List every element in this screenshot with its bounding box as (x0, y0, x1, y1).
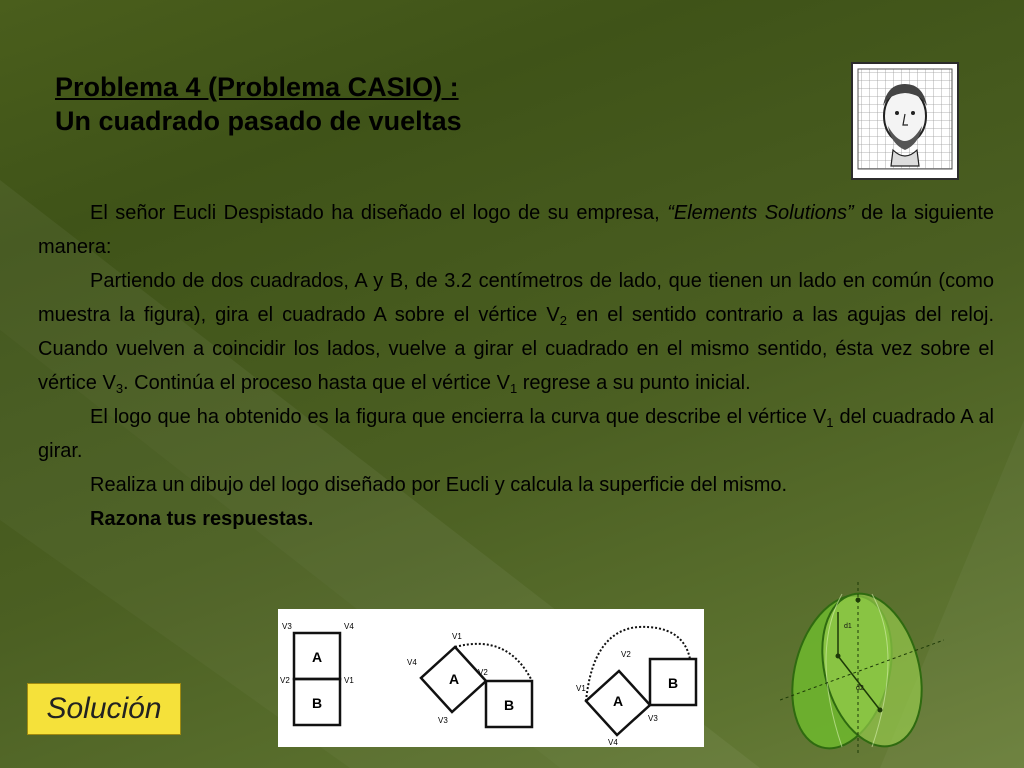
logo-ellipses-diagram (780, 582, 944, 754)
p1-company-name: “Elements Solutions” (667, 202, 854, 224)
label-a-panel-3: A (612, 693, 624, 709)
label-v4-panel-2: V4 (407, 658, 417, 667)
problem-title (55, 70, 462, 138)
p3-text-b: del cuadrado A al girar. (38, 406, 995, 462)
label-v4-panel-1: V4 (344, 622, 354, 631)
label-d1: d1 (844, 623, 852, 630)
label-b-panel-2: B (503, 697, 515, 713)
paragraph-4: Realiza un dibujo del logo diseñado por Eucli y calcula la superficie del mismo. (90, 474, 788, 496)
p1-text-c: de la siguiente manera: (38, 202, 995, 258)
label-a-panel-2: A (448, 671, 460, 687)
solution-button[interactable]: Solución (27, 683, 181, 735)
label-v3-panel-3: V3 (648, 714, 658, 723)
portrait-drawing (853, 64, 957, 178)
paragraph-3 (38, 400, 994, 468)
title-line-1: Problema 4 (Problema CASIO) : (55, 72, 459, 102)
arc-panel-2 (455, 644, 532, 681)
label-v2-panel-2: V2 (478, 668, 488, 677)
paragraph-2 (38, 264, 994, 400)
p2-sub-2: 3 (115, 381, 124, 396)
label-b-panel-3: B (667, 675, 679, 691)
p2-text-a: Partiendo de dos cuadrados, A y B, de 3.2 centímetros de lado, que tienen un lado en común (como muestra la figura), gira el cuadrado A sobre el vértice V (38, 270, 994, 326)
p2-text-d: regrese a su punto inicial. (517, 372, 751, 394)
label-v4-panel-3: V4 (608, 738, 618, 747)
label-v3-panel-1: V3 (282, 622, 292, 631)
squares-rotation-figure (278, 609, 704, 747)
label-d2: d2 (856, 685, 864, 692)
title-line-2: Un cuadrado pasado de vueltas (55, 106, 462, 136)
p2-text-c: . Continúa el proceso hasta que el vértice V (123, 372, 510, 394)
label-b-panel-1: B (311, 695, 323, 711)
label-v2-panel-1: V2 (280, 676, 290, 685)
label-v1-panel-3: V1 (576, 684, 586, 693)
label-a-panel-1: A (311, 649, 323, 665)
p3-sub: 1 (826, 415, 834, 430)
p2-sub-3: 1 (509, 381, 518, 396)
label-v2-panel-3: V2 (621, 650, 631, 659)
p2-sub-1: 2 (559, 313, 567, 328)
label-v3-panel-2: V3 (438, 716, 448, 725)
paragraph-5: Razona tus respuestas. (90, 508, 314, 530)
label-v1-panel-2: V1 (452, 632, 462, 641)
squares-diagram (278, 609, 704, 747)
euclid-portrait-image (851, 62, 959, 180)
p2-text-b: en el sentido contrario a las agujas del reloj. Cuando vuelven a coincidir los lados, vuelve a girar el cuadrado en el mismo sentido, ésta vez sobre el vértice V (38, 304, 994, 394)
p1-text-a: El señor Eucli Despistado ha diseñado el logo de su empresa, (90, 202, 668, 224)
label-v1-panel-1: V1 (344, 676, 354, 685)
paragraph-1 (38, 196, 994, 264)
p3-text-a: El logo que ha obtenido es la figura que encierra la curva que describe el vértice V (90, 406, 827, 428)
problem-statement (38, 196, 994, 536)
